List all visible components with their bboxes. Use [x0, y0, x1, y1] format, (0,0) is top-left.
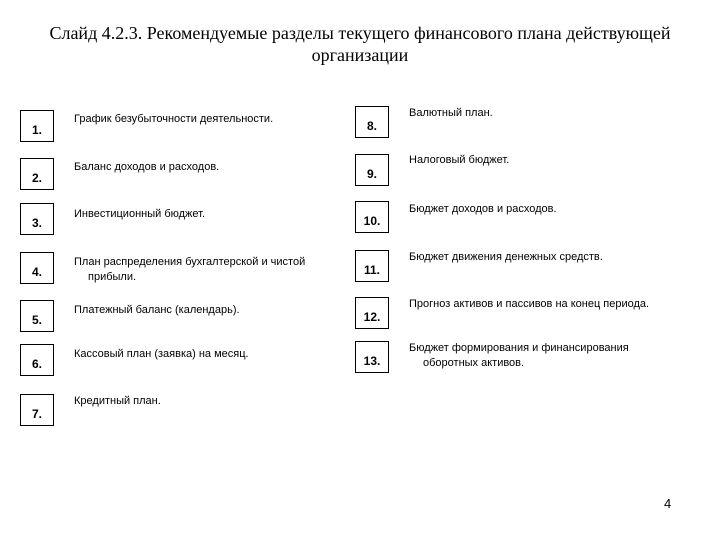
item-text	[409, 153, 699, 168]
item-text	[74, 394, 344, 409]
item-text	[74, 207, 344, 222]
item-number-box: 3.	[20, 203, 54, 235]
item-text-line: Кассовый план (заявка) на месяц.	[74, 348, 249, 360]
item-text-line: Кредитный план.	[74, 395, 161, 407]
item-text	[409, 297, 709, 312]
item-text	[74, 255, 354, 285]
item-text	[409, 202, 699, 217]
item-text	[409, 250, 699, 265]
item-text-line: Валютный план.	[409, 107, 493, 119]
item-number-box: 1.	[20, 110, 54, 142]
item-text-line: Платежный баланс (календарь).	[74, 304, 240, 316]
item-text-line: Инвестиционный бюджет.	[74, 208, 206, 220]
item-text	[74, 160, 344, 175]
item-number-box: 11.	[355, 250, 389, 282]
item-number-box: 9.	[355, 154, 389, 186]
item-number-box: 12.	[355, 297, 389, 329]
item-number-box: 8.	[355, 106, 389, 138]
item-text	[74, 303, 344, 318]
item-text	[409, 341, 699, 371]
page-number: 4	[664, 496, 672, 511]
item-text-line: План распределения бухгалтерской и чистой	[74, 256, 306, 268]
item-text-line: Баланс доходов и расходов.	[74, 161, 220, 173]
item-number-box: 7.	[20, 394, 54, 426]
slide-title-line2: организации	[311, 45, 409, 65]
slide-title-line1: Слайд 4.2.3. Рекомендуемые разделы текущего финансового плана действующей	[49, 23, 671, 43]
item-number-box: 2.	[20, 158, 54, 190]
item-text-line-2: оборотных активов.	[423, 357, 525, 369]
item-text	[409, 106, 699, 121]
item-text-line: Бюджет движения денежных средств.	[409, 251, 603, 263]
item-text-line: Бюджет формирования и финансирования	[409, 342, 629, 354]
item-text	[74, 347, 344, 362]
item-text	[74, 112, 344, 127]
item-text-line-2: прибыли.	[88, 271, 137, 283]
item-text-line: Прогноз активов и пассивов на конец периода.	[409, 298, 650, 310]
item-number-box: 10.	[355, 201, 389, 233]
item-number-box: 4.	[20, 252, 54, 284]
item-number-box: 6.	[20, 344, 54, 376]
slide-title	[20, 22, 700, 66]
item-text-line: Бюджет доходов и расходов.	[409, 203, 557, 215]
item-number-box: 5.	[20, 300, 54, 332]
item-text-line: Налоговый бюджет.	[409, 154, 510, 166]
item-number-box: 13.	[355, 341, 389, 373]
item-text-line: График безубыточности деятельности.	[74, 113, 274, 125]
